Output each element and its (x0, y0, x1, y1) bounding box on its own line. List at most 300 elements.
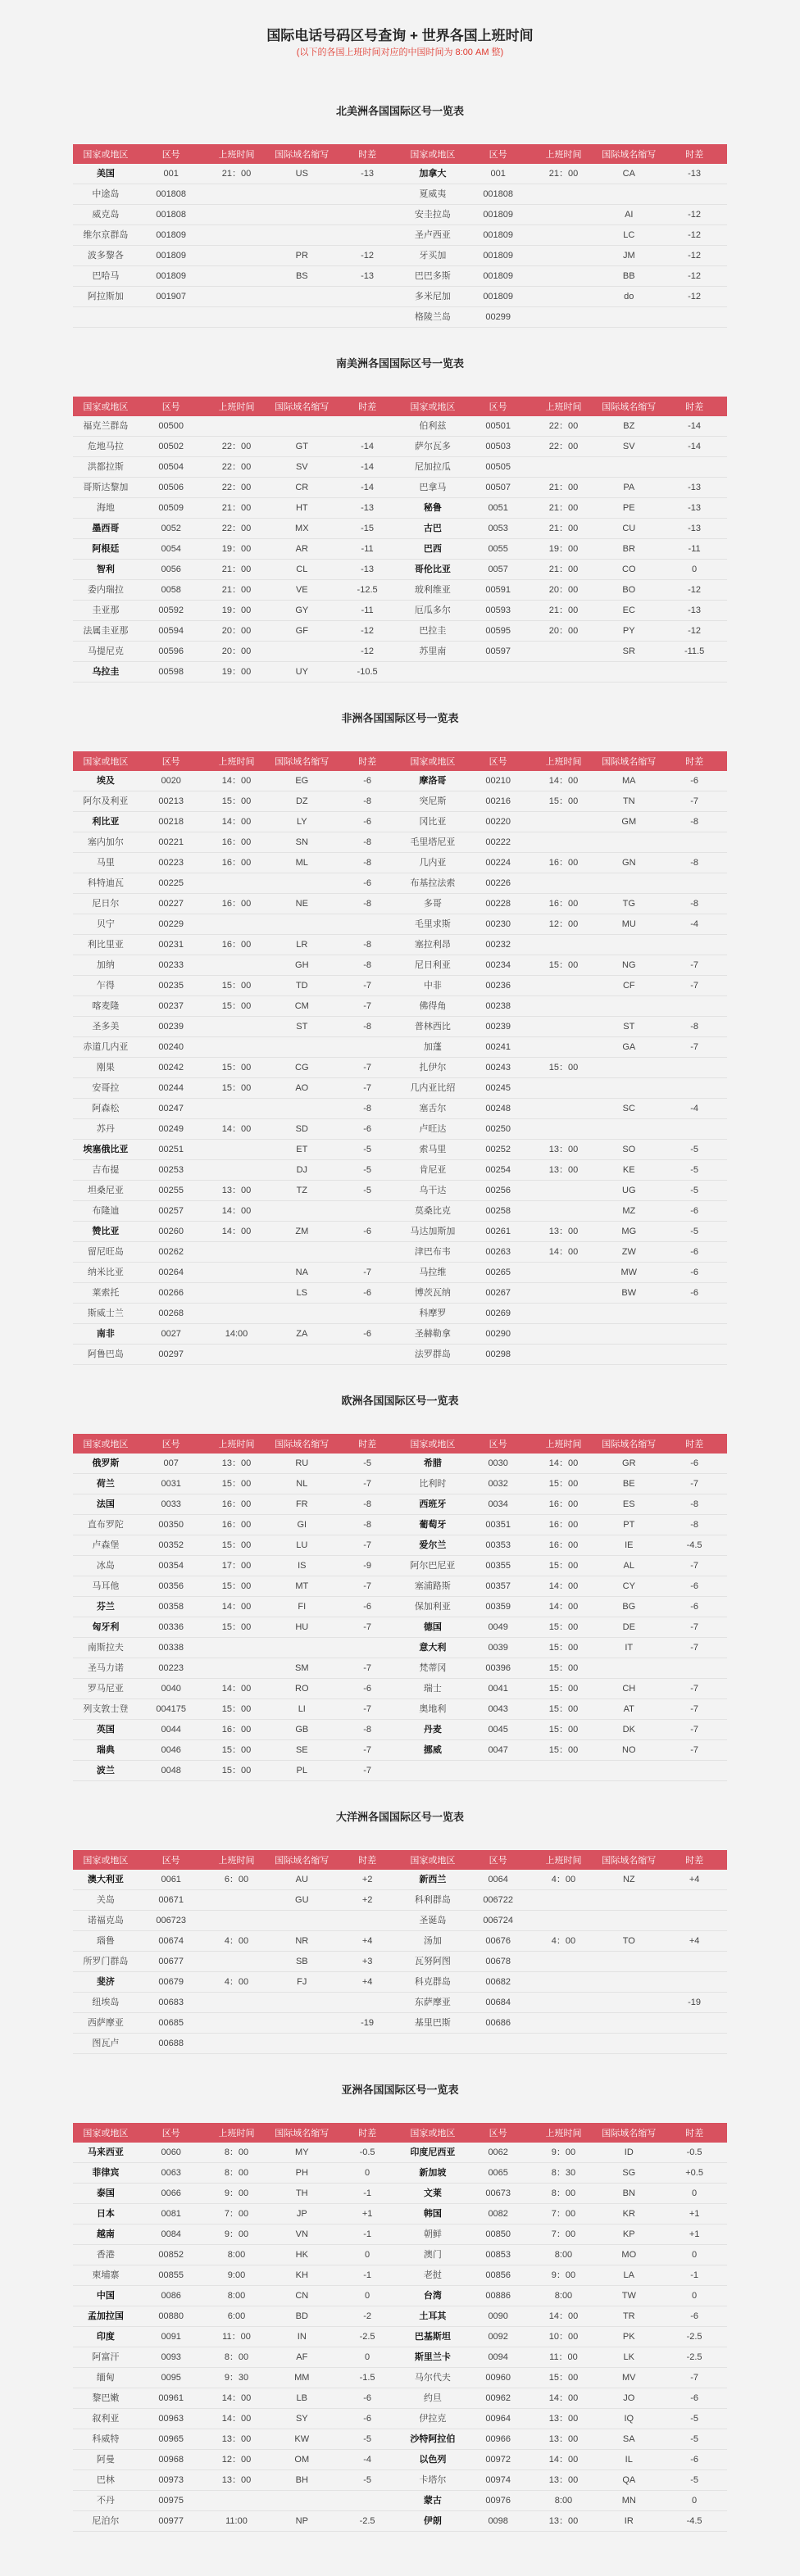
code-cell: 00230 (466, 914, 531, 935)
table-row (73, 2450, 727, 2470)
time-diff-cell: -14 (334, 457, 400, 478)
domain-cell: FJ (269, 1972, 334, 1993)
time-diff-cell (661, 1119, 727, 1140)
domain-cell: GA (596, 1037, 661, 1058)
time-diff-cell (334, 1242, 400, 1263)
code-cell: 0049 (466, 1617, 531, 1638)
country-cell: 巴基斯坦 (400, 2327, 466, 2347)
time-diff-cell: -9 (334, 1556, 400, 1576)
time-diff-cell: +0.5 (661, 2163, 727, 2184)
country-cell: 佛得角 (400, 996, 466, 1017)
column-header: 时差 (661, 144, 727, 164)
country-cell: 黎巴嫩 (73, 2388, 139, 2409)
code-cell: 0084 (139, 2225, 204, 2245)
work-time-cell: 8：00 (204, 2347, 270, 2368)
work-time-cell: 14:00 (204, 1324, 270, 1345)
country-cell: 哥伦比亚 (400, 560, 466, 580)
work-time-cell (531, 1078, 597, 1099)
domain-cell: BD (269, 2306, 334, 2327)
table-row (73, 2491, 727, 2511)
time-diff-cell: -5 (334, 1181, 400, 1201)
table-header-row (73, 1434, 727, 1454)
work-time-cell: 16：00 (204, 832, 270, 853)
time-diff-cell: -1 (661, 2265, 727, 2286)
code-cell: 00228 (466, 894, 531, 914)
country-cell: 德国 (400, 1617, 466, 1638)
domain-cell: TR (596, 2306, 661, 2327)
country-cell: 莫桑比克 (400, 1201, 466, 1222)
column-header: 上班时间 (204, 1850, 270, 1870)
time-diff-cell: -6 (661, 1283, 727, 1304)
code-cell: 00674 (139, 1931, 204, 1952)
work-time-cell: 13：00 (531, 1160, 597, 1181)
country-cell: 菲律宾 (73, 2163, 139, 2184)
time-diff-cell: -7 (661, 955, 727, 976)
time-diff-cell (334, 1201, 400, 1222)
code-cell: 0060 (139, 2143, 204, 2163)
work-time-cell: 16：00 (204, 894, 270, 914)
domain-cell: SM (269, 1658, 334, 1679)
time-diff-cell: -7 (334, 1761, 400, 1781)
code-cell: 00509 (139, 498, 204, 519)
code-cell: 0055 (466, 539, 531, 560)
time-diff-cell: -11 (334, 539, 400, 560)
country-cell: 香港 (73, 2245, 139, 2265)
table-row (73, 1058, 727, 1078)
work-time-cell: 8：00 (531, 2184, 597, 2204)
country-cell: 中途岛 (73, 184, 139, 205)
time-diff-cell: -12 (334, 642, 400, 662)
column-header: 国家或地区 (73, 2123, 139, 2143)
code-cell: 00223 (139, 853, 204, 873)
work-time-cell: 21：00 (531, 601, 597, 621)
country-cell: 马提尼克 (73, 642, 139, 662)
country-cell: 伯利兹 (400, 416, 466, 437)
domain-cell: DJ (269, 1160, 334, 1181)
table-row (73, 287, 727, 307)
time-diff-cell: -6 (334, 1324, 400, 1345)
table-row (73, 1181, 727, 1201)
column-header: 上班时间 (204, 144, 270, 164)
country-cell: 法属圭亚那 (73, 621, 139, 642)
work-time-cell (531, 1119, 597, 1140)
domain-cell: CY (596, 1576, 661, 1597)
column-header: 国家或地区 (400, 751, 466, 771)
table-row (73, 1720, 727, 1740)
code-cell: 0092 (466, 2327, 531, 2347)
code-cell: 001808 (139, 184, 204, 205)
work-time-cell (204, 1017, 270, 1037)
code-cell: 00267 (466, 1283, 531, 1304)
time-diff-cell: -6 (334, 771, 400, 791)
country-cell: 苏里南 (400, 642, 466, 662)
domain-cell: CN (269, 2286, 334, 2306)
work-time-cell (531, 246, 597, 266)
column-header: 国际域名缩写 (269, 751, 334, 771)
code-cell: 00234 (466, 955, 531, 976)
country-cell: 东萨摩亚 (400, 1993, 466, 2013)
table-row (73, 1494, 727, 1515)
code-cell: 00255 (139, 1181, 204, 1201)
domain-cell (596, 184, 661, 205)
code-cell: 0047 (466, 1740, 531, 1761)
code-cell: 00856 (466, 2265, 531, 2286)
time-diff-cell: -13 (334, 266, 400, 287)
domain-cell (596, 873, 661, 894)
table-row (73, 1474, 727, 1494)
code-cell: 0046 (139, 1740, 204, 1761)
country-cell: 巴哈马 (73, 266, 139, 287)
domain-cell: SR (596, 642, 661, 662)
time-diff-cell (334, 1993, 400, 2013)
time-diff-cell: 0 (661, 560, 727, 580)
time-diff-cell: -11.5 (661, 642, 727, 662)
country-cell: 柬埔寨 (73, 2265, 139, 2286)
time-diff-cell: -2 (334, 2306, 400, 2327)
table-row (73, 976, 727, 996)
code-cell: 00504 (139, 457, 204, 478)
domain-cell: EG (269, 771, 334, 791)
code-cell (466, 662, 531, 683)
table-row (73, 2204, 727, 2225)
time-diff-cell: -5 (334, 2429, 400, 2450)
column-header: 国家或地区 (400, 1850, 466, 1870)
country-cell: 博茨瓦纳 (400, 1283, 466, 1304)
section-title: 亚洲各国国际区号一览表 (341, 2084, 459, 2096)
work-time-cell: 15：00 (204, 1576, 270, 1597)
code-cell: 00238 (466, 996, 531, 1017)
country-cell: 玻利维亚 (400, 580, 466, 601)
country-cell: 缅甸 (73, 2368, 139, 2388)
table-row (73, 601, 727, 621)
time-diff-cell (661, 1952, 727, 1972)
time-diff-cell: -5 (334, 1160, 400, 1181)
time-diff-cell (661, 662, 727, 683)
section-asia (73, 2082, 727, 2532)
domain-cell: BB (596, 266, 661, 287)
code-cell: 001809 (466, 225, 531, 246)
domain-cell: MZ (596, 1201, 661, 1222)
country-cell: 埃及 (73, 771, 139, 791)
time-diff-cell: -12 (661, 266, 727, 287)
time-diff-cell: 0 (661, 2184, 727, 2204)
work-time-cell (531, 1017, 597, 1037)
table-row (73, 1078, 727, 1099)
country-cell: 阿拉斯加 (73, 287, 139, 307)
work-time-cell: 10：00 (531, 2327, 597, 2347)
work-time-cell (531, 225, 597, 246)
column-header: 时差 (334, 1850, 400, 1870)
code-cell: 00679 (139, 1972, 204, 1993)
country-cell: 马里 (73, 853, 139, 873)
time-diff-cell (661, 1890, 727, 1911)
code-cell: 00684 (466, 1993, 531, 2013)
country-cell: 越南 (73, 2225, 139, 2245)
time-diff-cell: -13 (661, 164, 727, 184)
code-cell: 001907 (139, 287, 204, 307)
code-cell: 00251 (139, 1140, 204, 1160)
code-cell: 0053 (466, 519, 531, 539)
column-header: 上班时间 (531, 2123, 597, 2143)
time-diff-cell: +4 (334, 1972, 400, 1993)
time-diff-cell: +1 (661, 2204, 727, 2225)
country-cell (400, 662, 466, 683)
work-time-cell: 21：00 (531, 164, 597, 184)
work-time-cell: 4：00 (531, 1870, 597, 1890)
code-cell: 00249 (139, 1119, 204, 1140)
column-header: 区号 (466, 397, 531, 416)
time-diff-cell: -7 (661, 1679, 727, 1699)
work-time-cell: 14：00 (531, 2450, 597, 2470)
time-diff-cell: -2.5 (334, 2511, 400, 2532)
code-cell: 00298 (466, 1345, 531, 1365)
code-cell: 0054 (139, 539, 204, 560)
domain-cell: ES (596, 1494, 661, 1515)
country-cell: 科特迪瓦 (73, 873, 139, 894)
domain-cell (596, 1119, 661, 1140)
country-cell: 所罗门群岛 (73, 1952, 139, 1972)
domain-cell: MG (596, 1222, 661, 1242)
table-row (73, 1617, 727, 1638)
domain-cell: CR (269, 478, 334, 498)
table-row (73, 1576, 727, 1597)
domain-cell: CL (269, 560, 334, 580)
country-cell: 塞舌尔 (400, 1099, 466, 1119)
domain-cell: BN (596, 2184, 661, 2204)
code-cell: 00357 (466, 1576, 531, 1597)
time-diff-cell: +4 (661, 1870, 727, 1890)
domain-cell: AL (596, 1556, 661, 1576)
work-time-cell: 19：00 (204, 601, 270, 621)
time-diff-cell: -12 (661, 621, 727, 642)
time-diff-cell: -2.5 (661, 2347, 727, 2368)
code-cell: 0057 (466, 560, 531, 580)
time-diff-cell: -12 (661, 287, 727, 307)
code-cell: 00500 (139, 416, 204, 437)
code-cell: 00686 (466, 2013, 531, 2034)
domain-cell (269, 307, 334, 328)
work-time-cell: 9：00 (531, 2265, 597, 2286)
time-diff-cell (661, 2013, 727, 2034)
country-cell: 波多黎各 (73, 246, 139, 266)
code-cell: 00227 (139, 894, 204, 914)
country-cell: 厄瓜多尔 (400, 601, 466, 621)
domain-cell (596, 832, 661, 853)
country-cell: 台湾 (400, 2286, 466, 2306)
table-row (73, 2184, 727, 2204)
code-cell: 00886 (466, 2286, 531, 2306)
domain-cell: NA (269, 1263, 334, 1283)
code-cell: 00226 (466, 873, 531, 894)
domain-cell: AO (269, 1078, 334, 1099)
time-diff-cell (661, 935, 727, 955)
work-time-cell: 16：00 (531, 894, 597, 914)
table-row (73, 2143, 727, 2163)
domain-cell: VN (269, 2225, 334, 2245)
domain-cell (269, 1304, 334, 1324)
table-row (73, 812, 727, 832)
domain-cell: MO (596, 2245, 661, 2265)
country-cell: 塞内加尔 (73, 832, 139, 853)
code-cell: 00962 (466, 2388, 531, 2409)
domain-cell (269, 873, 334, 894)
table-row (73, 1283, 727, 1304)
country-cell: 圣卢西亚 (400, 225, 466, 246)
code-cell: 00239 (466, 1017, 531, 1037)
table-row (73, 2347, 727, 2368)
time-diff-cell: -7 (661, 2368, 727, 2388)
code-cell: 00683 (139, 1993, 204, 2013)
code-cell: 00260 (139, 1222, 204, 1242)
domain-cell (596, 1058, 661, 1078)
time-diff-cell (334, 1638, 400, 1658)
work-time-cell: 15：00 (531, 1740, 597, 1761)
time-diff-cell: -7 (334, 1263, 400, 1283)
time-diff-cell: -6 (334, 812, 400, 832)
code-cell: 0020 (139, 771, 204, 791)
domain-cell: LR (269, 935, 334, 955)
table-row (73, 1037, 727, 1058)
domain-cell: IE (596, 1535, 661, 1556)
time-diff-cell: -2.5 (661, 2327, 727, 2347)
code-cell: 00338 (139, 1638, 204, 1658)
code-cell: 00963 (139, 2409, 204, 2429)
country-cell: 科威特 (73, 2429, 139, 2450)
country-cell: 多哥 (400, 894, 466, 914)
country-cell: 阿根廷 (73, 539, 139, 560)
work-time-cell (204, 1242, 270, 1263)
column-header: 国际域名缩写 (269, 397, 334, 416)
time-diff-cell: -7 (334, 1535, 400, 1556)
code-cell: 006723 (139, 1911, 204, 1931)
code-cell: 00352 (139, 1535, 204, 1556)
table-row (73, 1242, 727, 1263)
time-diff-cell (334, 1304, 400, 1324)
code-cell: 0032 (466, 1474, 531, 1494)
work-time-cell (531, 1181, 597, 1201)
code-cell: 00241 (466, 1037, 531, 1058)
code-cell: 00253 (139, 1160, 204, 1181)
work-time-cell: 12：00 (531, 914, 597, 935)
time-diff-cell (661, 1324, 727, 1345)
domain-cell: PR (269, 246, 334, 266)
country-cell: 坦桑尼亚 (73, 1181, 139, 1201)
domain-cell: NZ (596, 1870, 661, 1890)
table-row (73, 1017, 727, 1037)
domain-cell: ET (269, 1140, 334, 1160)
code-cell: 00233 (139, 955, 204, 976)
country-cell: 威克岛 (73, 205, 139, 225)
work-time-cell: 14：00 (204, 2388, 270, 2409)
country-cell: 荷兰 (73, 1474, 139, 1494)
time-diff-cell: -8 (334, 1017, 400, 1037)
country-cell: 圭亚那 (73, 601, 139, 621)
country-cell: 马拉维 (400, 1263, 466, 1283)
code-cell: 0061 (139, 1870, 204, 1890)
domain-cell (596, 457, 661, 478)
country-cell: 马尔代夫 (400, 2368, 466, 2388)
work-time-cell (531, 184, 597, 205)
country-cell: 芬兰 (73, 1597, 139, 1617)
work-time-cell: 4：00 (204, 1931, 270, 1952)
section-north-america (73, 103, 727, 328)
code-cell: 00258 (466, 1201, 531, 1222)
time-diff-cell: -7 (334, 1576, 400, 1597)
work-time-cell: 16：00 (531, 1535, 597, 1556)
work-time-cell: 14：00 (531, 771, 597, 791)
time-diff-cell: 0 (334, 2245, 400, 2265)
time-diff-cell: -6 (661, 1201, 727, 1222)
domain-cell: DE (596, 1617, 661, 1638)
domain-cell (596, 1952, 661, 1972)
work-time-cell: 20：00 (204, 621, 270, 642)
country-cell: 留尼旺岛 (73, 1242, 139, 1263)
work-time-cell: 21：00 (204, 164, 270, 184)
work-time-cell: 13：00 (531, 2511, 597, 2532)
country-cell: 塞拉利昂 (400, 935, 466, 955)
domain-cell (596, 2013, 661, 2034)
work-time-cell: 21：00 (204, 580, 270, 601)
time-diff-cell: -8 (334, 1494, 400, 1515)
code-cell: 006724 (466, 1911, 531, 1931)
time-diff-cell: -12.5 (334, 580, 400, 601)
table-row (73, 1222, 727, 1242)
table-row (73, 2388, 727, 2409)
country-cell: 约旦 (400, 2388, 466, 2409)
section-africa (73, 710, 727, 1365)
work-time-cell: 17：00 (204, 1556, 270, 1576)
work-time-cell: 15：00 (204, 1699, 270, 1720)
domain-cell: KE (596, 1160, 661, 1181)
country-cell: 卡塔尔 (400, 2470, 466, 2491)
country-cell: 斯里兰卡 (400, 2347, 466, 2368)
work-time-cell: 4：00 (531, 1931, 597, 1952)
code-cell: 00595 (466, 621, 531, 642)
country-cell: 毛里塔尼亚 (400, 832, 466, 853)
time-diff-cell: -13 (661, 519, 727, 539)
domain-cell: GY (269, 601, 334, 621)
code-cell: 0063 (139, 2163, 204, 2184)
time-diff-cell: -1 (334, 2225, 400, 2245)
domain-cell (269, 642, 334, 662)
code-cell: 00299 (466, 307, 531, 328)
code-cell: 00223 (139, 1658, 204, 1679)
work-time-cell: 14：00 (204, 1119, 270, 1140)
work-time-cell: 19：00 (204, 539, 270, 560)
time-diff-cell: -14 (334, 437, 400, 457)
domain-cell: CO (596, 560, 661, 580)
country-cell: 科摩罗 (400, 1304, 466, 1324)
table-row (73, 662, 727, 683)
domain-cell: TW (596, 2286, 661, 2306)
domain-cell: SV (596, 437, 661, 457)
domain-cell: NG (596, 955, 661, 976)
column-header: 上班时间 (204, 751, 270, 771)
country-cell: 罗马尼亚 (73, 1679, 139, 1699)
country-cell: 布基拉法索 (400, 873, 466, 894)
work-time-cell: 11:00 (204, 2511, 270, 2532)
table-row (73, 307, 727, 328)
code-cell: 00682 (466, 1972, 531, 1993)
code-cell: 0066 (139, 2184, 204, 2204)
code-cell: 00350 (139, 1515, 204, 1535)
country-cell: 叙利亚 (73, 2409, 139, 2429)
work-time-cell: 15：00 (531, 2368, 597, 2388)
time-diff-cell: -8 (661, 1017, 727, 1037)
work-time-cell (531, 1911, 597, 1931)
table-row (73, 2034, 727, 2054)
country-cell: 古巴 (400, 519, 466, 539)
